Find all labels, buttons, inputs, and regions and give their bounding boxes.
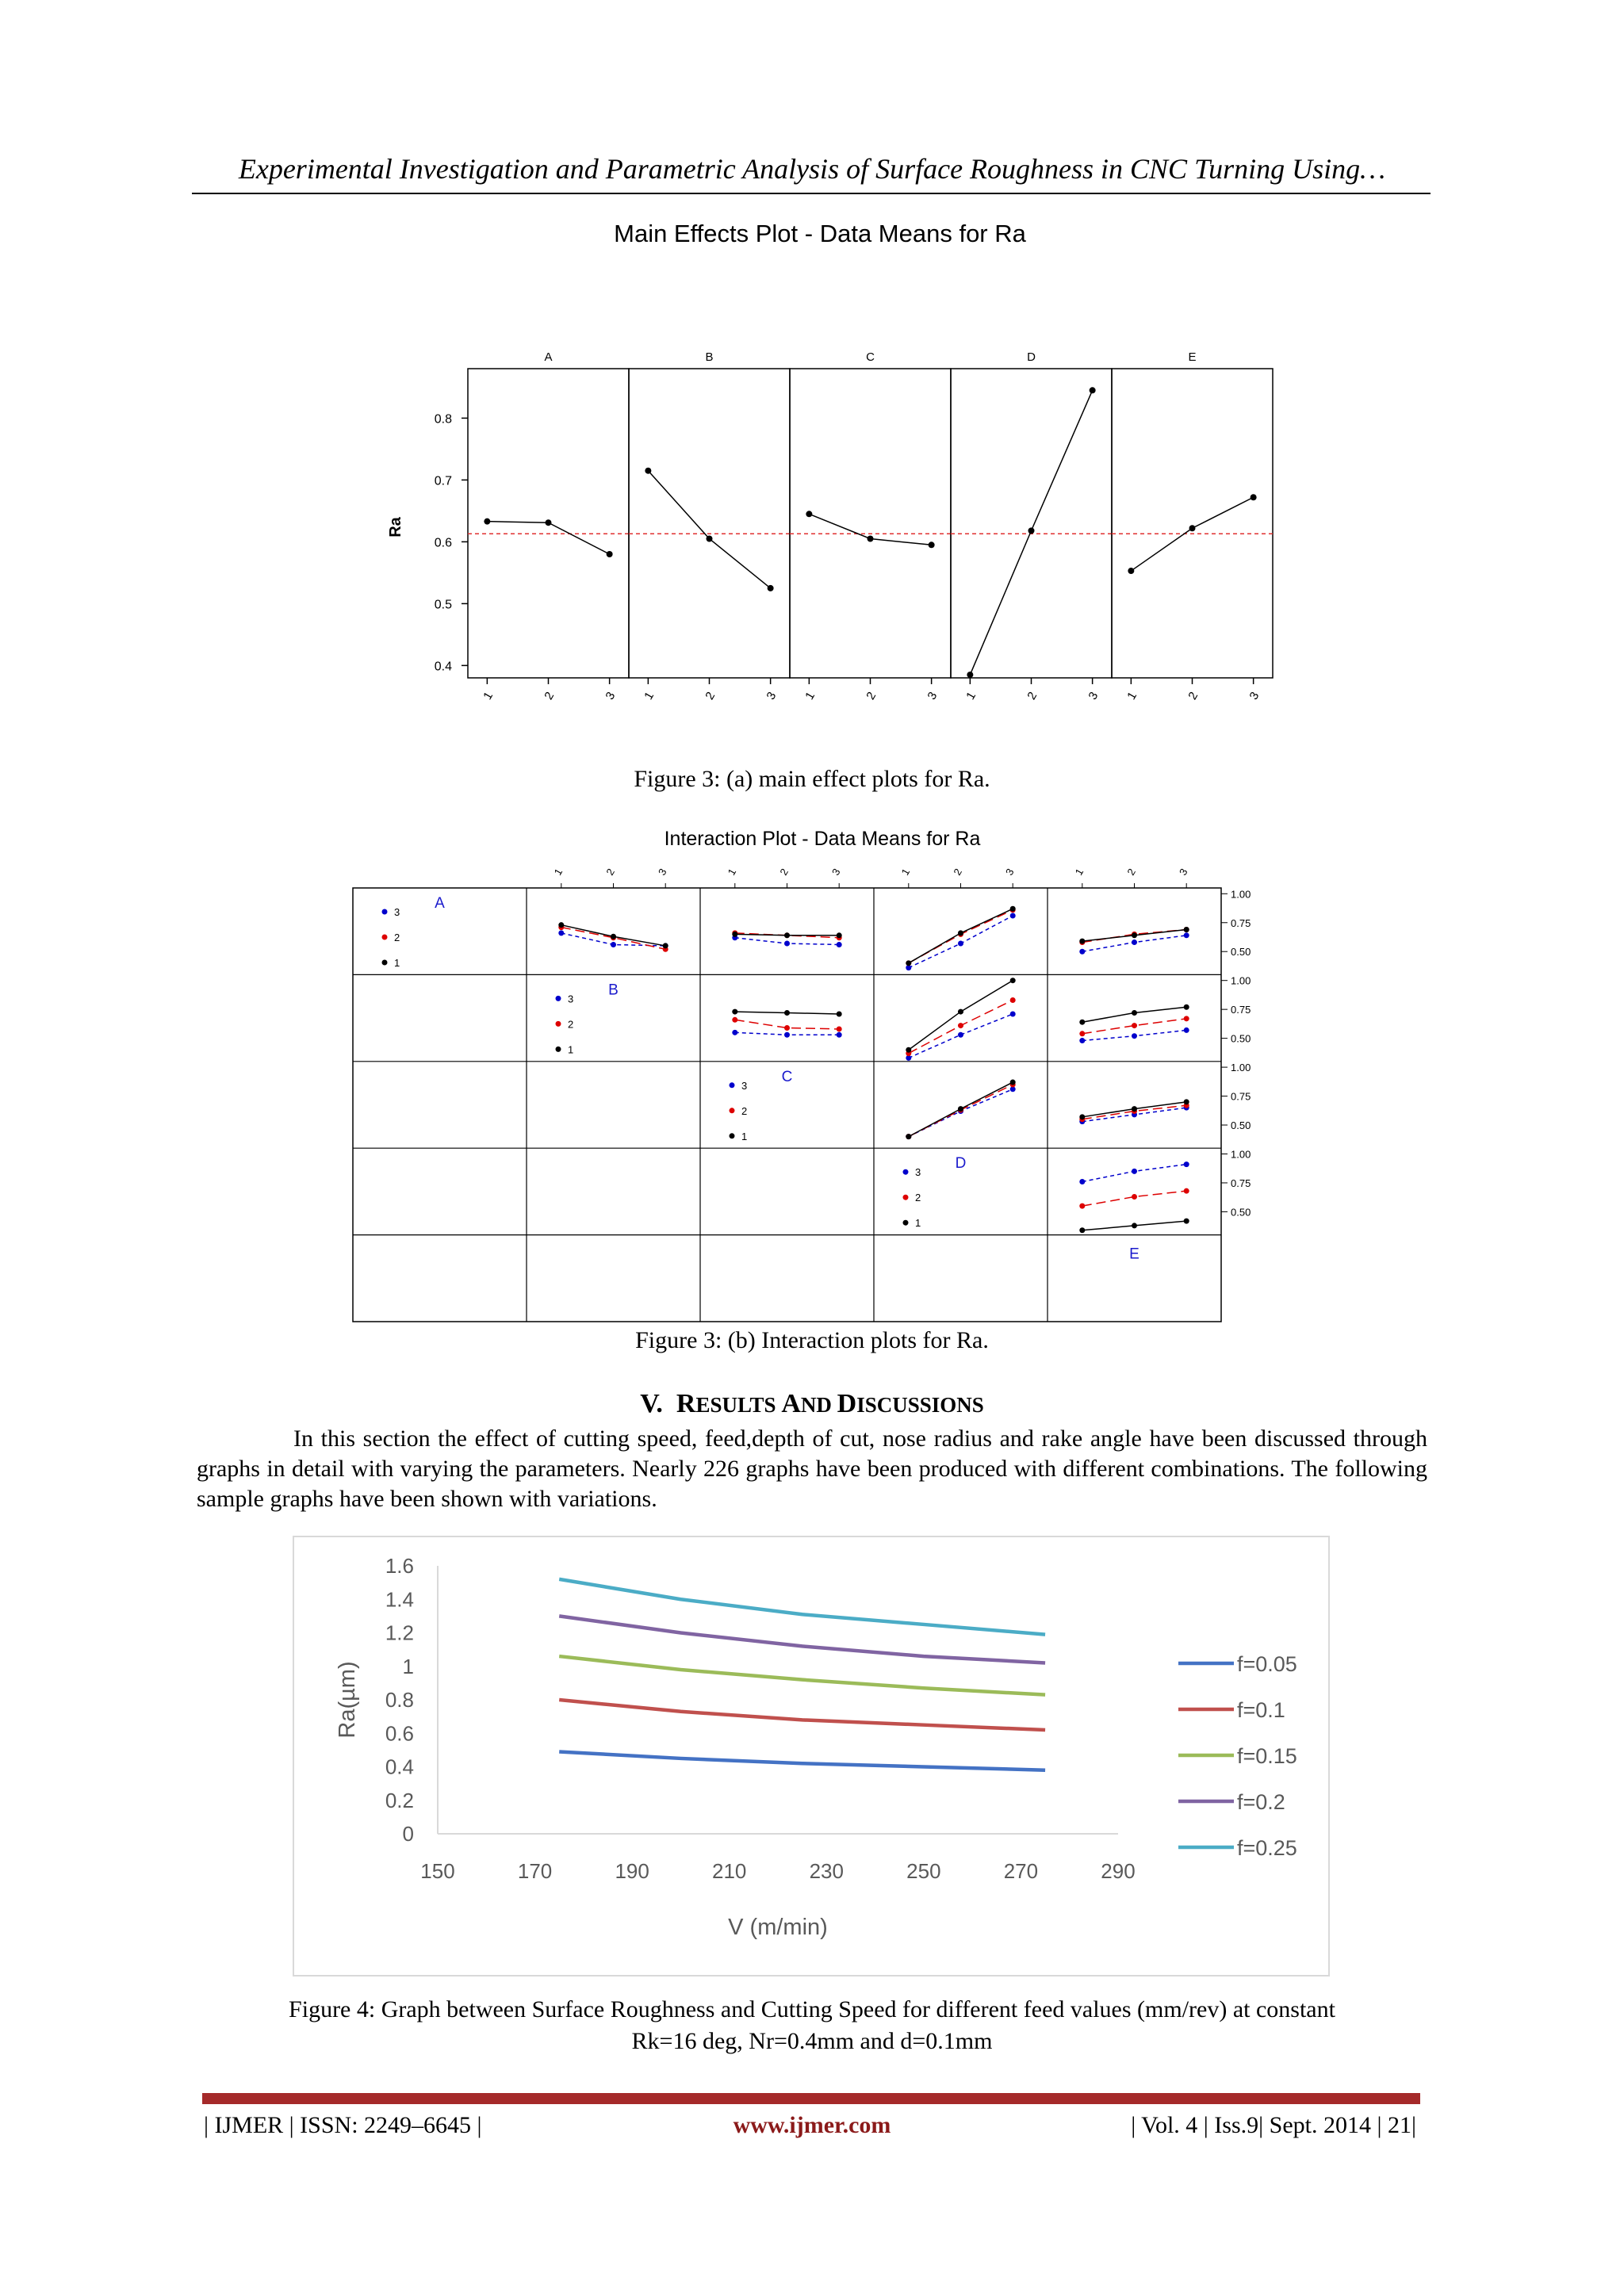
effect-point-B bbox=[768, 585, 774, 591]
effect-point-C bbox=[929, 541, 935, 548]
legend-label: 2 bbox=[741, 1104, 748, 1117]
x-tick-label: 2 bbox=[1185, 689, 1201, 702]
interaction-point-1 bbox=[732, 1009, 737, 1015]
interaction-point-1 bbox=[732, 932, 737, 937]
legend-label: 1 bbox=[394, 957, 400, 969]
x-axis-title: V (m/min) bbox=[728, 1915, 828, 1940]
section-number: V. bbox=[640, 1389, 663, 1418]
interaction-point-3 bbox=[1010, 913, 1016, 919]
x-tick-label: 3 bbox=[925, 689, 940, 702]
interaction-point-1 bbox=[611, 934, 616, 939]
interaction-point-1 bbox=[958, 1106, 963, 1112]
figure-3a-caption: Figure 3: (a) main effect plots for Ra. bbox=[634, 766, 990, 792]
x-tick-label: 1 bbox=[963, 689, 979, 702]
effect-point-E bbox=[1128, 568, 1134, 574]
interaction-point-1 bbox=[906, 1134, 911, 1139]
effect-point-C bbox=[806, 511, 812, 517]
interaction-point-1 bbox=[1184, 927, 1189, 932]
interaction-point-3 bbox=[837, 942, 842, 947]
x-tick-label: 3 bbox=[764, 689, 779, 702]
interaction-grid bbox=[353, 867, 1251, 1322]
right-tick-label: 1.00 bbox=[1231, 974, 1251, 987]
interaction-plot bbox=[341, 821, 1293, 1328]
interaction-point-3 bbox=[558, 930, 564, 936]
interaction-title: Interaction Plot - Data Means for Ra bbox=[664, 828, 981, 850]
interaction-point-2 bbox=[958, 1023, 963, 1028]
legend-label: 3 bbox=[741, 1079, 748, 1092]
interaction-point-2 bbox=[784, 1025, 790, 1031]
legend-label: f=0.25 bbox=[1237, 1836, 1297, 1860]
effect-point-D bbox=[1028, 527, 1035, 534]
figure-4-caption-line1: Figure 4: Graph between Surface Roughness and Cutting Speed for different feed values (mm/rev) at constant bbox=[289, 1996, 1335, 2022]
panel-frame bbox=[1112, 369, 1273, 678]
legend-marker-3 bbox=[903, 1169, 909, 1175]
panel-label: D bbox=[1027, 350, 1036, 364]
panel-label: C bbox=[866, 350, 875, 364]
y-tick-label: 0.6 bbox=[434, 536, 452, 550]
interaction-point-1 bbox=[1132, 1106, 1137, 1112]
legend-marker-2 bbox=[382, 935, 388, 940]
y-tick-label: 1.4 bbox=[385, 1587, 414, 1612]
right-tick-label: 1.00 bbox=[1231, 1148, 1251, 1161]
x-tick-label: 190 bbox=[615, 1859, 649, 1883]
y-tick-label: 0.8 bbox=[434, 412, 452, 427]
interaction-point-1 bbox=[1079, 939, 1085, 944]
top-tick-label: 3 bbox=[829, 866, 843, 878]
legend-label: 3 bbox=[568, 993, 574, 1005]
x-tick-label: 230 bbox=[809, 1859, 844, 1883]
effect-point-E bbox=[1189, 525, 1196, 531]
figure-4-caption-line2: Rk=16 deg, Nr=0.4mm and d=0.1mm bbox=[631, 2028, 993, 2054]
panel-frame bbox=[951, 369, 1112, 678]
legend-marker-2 bbox=[903, 1195, 909, 1200]
legend-marker-3 bbox=[556, 996, 561, 1001]
interaction-point-2 bbox=[732, 1017, 737, 1023]
interaction-point-1 bbox=[1010, 978, 1016, 983]
interaction-point-1 bbox=[784, 1010, 790, 1016]
running-header: Experimental Investigation and Parametric Analysis of Surface Roughness in CNC Turning Using… bbox=[238, 153, 1386, 185]
y-axis-title: Ra(µm) bbox=[335, 1661, 360, 1739]
legend-label: 1 bbox=[915, 1217, 921, 1230]
x-tick-label: 3 bbox=[603, 689, 619, 702]
footer-volume: | Vol. 4 | Iss.9| Sept. 2014 | 21| bbox=[1131, 2112, 1416, 2138]
right-tick-label: 0.75 bbox=[1231, 1090, 1251, 1103]
interaction-point-2 bbox=[1184, 1188, 1189, 1194]
legend-marker-1 bbox=[903, 1220, 909, 1226]
x-tick-label: 1 bbox=[802, 689, 818, 702]
legend-marker-3 bbox=[730, 1082, 735, 1088]
legend-label: f=0.15 bbox=[1237, 1744, 1297, 1768]
footer-website-link[interactable]: www.ijmer.com bbox=[733, 2112, 891, 2138]
right-tick-label: 0.50 bbox=[1231, 1206, 1251, 1219]
interaction-point-1 bbox=[1079, 1020, 1085, 1025]
factor-label-D: D bbox=[955, 1155, 967, 1173]
right-tick-label: 0.75 bbox=[1231, 1177, 1251, 1189]
x-tick-label: 290 bbox=[1101, 1859, 1136, 1883]
interaction-point-3 bbox=[1079, 949, 1085, 955]
top-tick-label: 2 bbox=[603, 866, 617, 878]
x-tick-label: 250 bbox=[906, 1859, 941, 1883]
right-tick-label: 0.50 bbox=[1231, 946, 1251, 959]
effect-point-B bbox=[707, 536, 713, 542]
interaction-point-1 bbox=[1079, 1114, 1085, 1119]
legend-marker-1 bbox=[556, 1047, 561, 1052]
interaction-point-3 bbox=[784, 941, 790, 947]
x-tick-label: 170 bbox=[517, 1859, 553, 1883]
interaction-point-1 bbox=[1079, 1227, 1085, 1233]
header-rule bbox=[192, 193, 1431, 194]
factor-label-C: C bbox=[781, 1068, 793, 1085]
main-effects-ylabel: Ra bbox=[387, 517, 404, 538]
right-tick-label: 0.75 bbox=[1231, 1004, 1251, 1016]
effect-point-A bbox=[607, 551, 613, 557]
interaction-point-2 bbox=[1132, 1023, 1137, 1028]
interaction-point-1 bbox=[958, 1009, 963, 1015]
interaction-point-3 bbox=[611, 942, 616, 947]
x-tick-label: 2 bbox=[703, 689, 718, 702]
effect-point-B bbox=[645, 468, 651, 474]
panel-frame bbox=[629, 369, 790, 678]
legend-label: 2 bbox=[394, 932, 400, 943]
legend-marker-2 bbox=[556, 1021, 561, 1027]
interaction-point-1 bbox=[906, 1047, 911, 1053]
interaction-point-2 bbox=[1079, 1203, 1085, 1209]
legend-label: 1 bbox=[568, 1043, 574, 1056]
effect-point-D bbox=[1090, 387, 1096, 393]
ra-vs-speed-chart bbox=[292, 1535, 1332, 1977]
y-tick-label: 0.4 bbox=[385, 1755, 414, 1779]
interaction-point-3 bbox=[1184, 1027, 1189, 1033]
chart-frame bbox=[293, 1536, 1329, 1976]
interaction-point-2 bbox=[1010, 997, 1016, 1003]
interaction-point-1 bbox=[1184, 1099, 1189, 1104]
interaction-point-3 bbox=[958, 941, 963, 947]
legend-label: 1 bbox=[741, 1130, 748, 1142]
effect-point-C bbox=[868, 536, 874, 542]
interaction-point-3 bbox=[1132, 1169, 1137, 1174]
interaction-point-2 bbox=[837, 1026, 842, 1031]
interaction-point-1 bbox=[663, 943, 668, 948]
legend-label: f=0.05 bbox=[1237, 1652, 1297, 1676]
grid-frame bbox=[353, 888, 1221, 1322]
interaction-point-1 bbox=[958, 930, 963, 936]
interaction-point-1 bbox=[1132, 932, 1137, 938]
legend-marker-1 bbox=[382, 960, 388, 966]
interaction-point-1 bbox=[558, 922, 564, 928]
main-effects-panels bbox=[435, 350, 1273, 702]
right-tick-label: 0.50 bbox=[1231, 1119, 1251, 1132]
interaction-point-1 bbox=[1010, 906, 1016, 912]
y-tick-label: 0.7 bbox=[434, 474, 452, 488]
main-effects-plot bbox=[349, 206, 1300, 729]
y-tick-label: 0.8 bbox=[385, 1688, 414, 1712]
right-tick-label: 1.00 bbox=[1231, 888, 1251, 901]
legend-label: 3 bbox=[394, 906, 400, 918]
top-tick-label: 2 bbox=[777, 866, 791, 878]
effect-point-A bbox=[546, 519, 552, 526]
panel-label: A bbox=[544, 350, 553, 364]
interaction-point-3 bbox=[1132, 1033, 1137, 1039]
interaction-line-1 bbox=[909, 981, 1013, 1050]
x-tick-label: 2 bbox=[542, 689, 557, 702]
top-tick-label: 1 bbox=[725, 866, 739, 878]
effect-point-E bbox=[1251, 494, 1257, 500]
interaction-point-3 bbox=[732, 1030, 737, 1035]
interaction-point-1 bbox=[1132, 1010, 1137, 1016]
main-effects-title: Main Effects Plot - Data Means for Ra bbox=[614, 220, 1026, 247]
section-heading: V. RESULTS AND DISCUSSIONS bbox=[640, 1389, 984, 1418]
y-tick-label: 1 bbox=[402, 1654, 414, 1678]
interaction-point-3 bbox=[1010, 1011, 1016, 1016]
interaction-point-3 bbox=[784, 1032, 790, 1038]
top-tick-label: 3 bbox=[655, 866, 669, 878]
x-tick-label: 3 bbox=[1086, 689, 1101, 702]
x-tick-label: 1 bbox=[1124, 689, 1140, 702]
legend-label: 3 bbox=[915, 1166, 921, 1179]
y-tick-label: 1.2 bbox=[385, 1621, 414, 1645]
interaction-point-1 bbox=[837, 1011, 842, 1016]
effect-line-B bbox=[648, 471, 770, 588]
effect-point-A bbox=[484, 519, 490, 525]
interaction-point-1 bbox=[837, 932, 842, 938]
x-tick-label: 2 bbox=[1025, 689, 1040, 702]
factor-label-B: B bbox=[608, 982, 619, 999]
legend-label: 2 bbox=[568, 1018, 574, 1031]
y-tick-label: 0 bbox=[402, 1822, 414, 1846]
legend-marker-2 bbox=[730, 1108, 735, 1113]
interaction-point-2 bbox=[1132, 1194, 1137, 1200]
interaction-point-1 bbox=[1132, 1223, 1137, 1228]
interaction-point-1 bbox=[1184, 1004, 1189, 1010]
figure-3b-caption: Figure 3: (b) Interaction plots for Ra. bbox=[635, 1327, 989, 1353]
footer-journal: | IJMER | ISSN: 2249–6645 | bbox=[204, 2112, 482, 2138]
x-tick-label: 150 bbox=[420, 1859, 455, 1883]
y-tick-label: 0.4 bbox=[434, 660, 452, 674]
interaction-point-1 bbox=[1184, 1219, 1189, 1224]
factor-label-E: E bbox=[1129, 1246, 1139, 1263]
footer-bar bbox=[202, 2093, 1420, 2104]
panel-label: E bbox=[1188, 350, 1197, 364]
x-tick-label: 1 bbox=[481, 689, 496, 702]
x-tick-label: 1 bbox=[642, 689, 657, 702]
top-tick-label: 1 bbox=[551, 866, 565, 878]
interaction-point-3 bbox=[1184, 932, 1189, 938]
legend-label: f=0.2 bbox=[1237, 1790, 1285, 1814]
interaction-point-1 bbox=[1010, 1080, 1016, 1085]
y-tick-label: 0.6 bbox=[385, 1721, 414, 1746]
top-tick-label: 1 bbox=[898, 866, 913, 878]
interaction-point-3 bbox=[1132, 939, 1137, 945]
top-tick-label: 3 bbox=[1002, 866, 1017, 878]
factor-label-A: A bbox=[435, 895, 445, 912]
panel-frame bbox=[790, 369, 951, 678]
y-tick-label: 1.6 bbox=[385, 1554, 414, 1578]
x-tick-label: 3 bbox=[1247, 689, 1262, 702]
top-tick-label: 2 bbox=[951, 866, 964, 878]
y-tick-label: 0.5 bbox=[434, 598, 452, 612]
top-tick-label: 3 bbox=[1176, 866, 1190, 878]
legend-marker-1 bbox=[730, 1133, 735, 1138]
legend-marker-3 bbox=[382, 909, 388, 915]
x-tick-label: 210 bbox=[712, 1859, 747, 1883]
top-tick-label: 1 bbox=[1072, 866, 1086, 878]
x-tick-label: 2 bbox=[864, 689, 879, 702]
panel-label: B bbox=[705, 350, 714, 364]
interaction-point-3 bbox=[1079, 1038, 1085, 1043]
interaction-point-2 bbox=[1184, 1016, 1189, 1021]
interaction-point-3 bbox=[1079, 1179, 1085, 1184]
interaction-point-3 bbox=[1184, 1161, 1189, 1167]
y-tick-label: 0.2 bbox=[385, 1788, 414, 1812]
interaction-point-1 bbox=[906, 960, 911, 966]
x-tick-label: 270 bbox=[1003, 1859, 1039, 1883]
section-paragraph: In this section the effect of cutting speed, feed,depth of cut, nose radius and rake angle have been discussed through graphs in detail with varying the parameters. Nearly 226 graphs have been produced with different combinations. The following sample graphs have been shown with variations. bbox=[197, 1425, 1427, 1512]
effect-line-A bbox=[487, 522, 609, 554]
right-tick-label: 0.50 bbox=[1231, 1032, 1251, 1045]
top-tick-label: 2 bbox=[1124, 866, 1138, 878]
legend-label: f=0.1 bbox=[1237, 1698, 1285, 1722]
interaction-point-3 bbox=[958, 1032, 963, 1038]
right-tick-label: 1.00 bbox=[1231, 1062, 1251, 1074]
interaction-point-3 bbox=[837, 1032, 842, 1038]
legend-label: 2 bbox=[915, 1192, 921, 1204]
right-tick-label: 0.75 bbox=[1231, 916, 1251, 929]
interaction-point-1 bbox=[784, 932, 790, 938]
interaction-point-2 bbox=[1079, 1031, 1085, 1036]
effect-point-D bbox=[967, 672, 973, 678]
